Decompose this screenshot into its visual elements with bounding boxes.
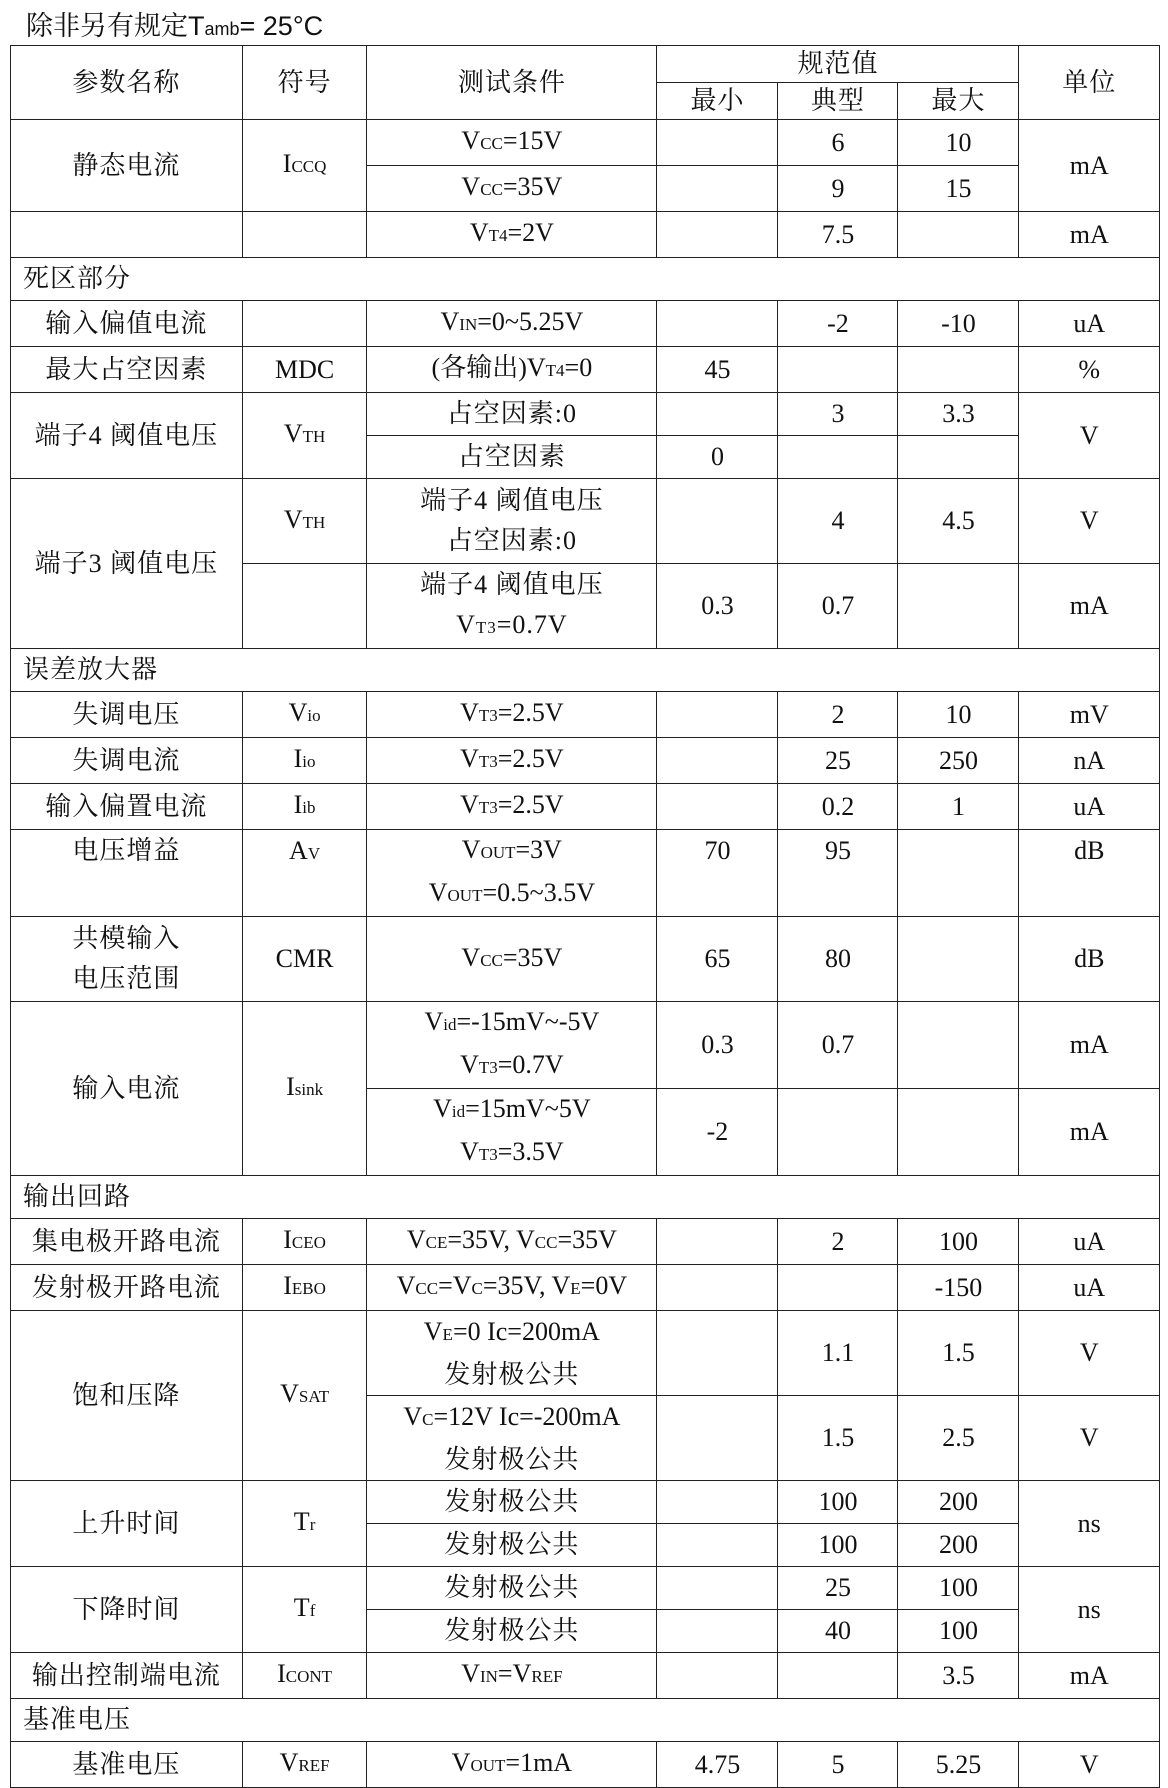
min-cell [657,738,778,784]
typ-cell: 1.1 [778,1311,898,1396]
param-cell: 端子3 阈值电压 [11,479,243,649]
min-cell [657,1396,778,1481]
typ-cell: 5 [778,1742,898,1788]
min-cell [657,1524,778,1567]
unit-cell: mA [1019,1089,1160,1176]
min-cell [657,120,778,166]
unit-cell: mA [1019,120,1160,212]
unit-cell: V [1019,1742,1160,1788]
unit-cell: uA [1019,1265,1160,1311]
section-row [11,258,1160,301]
symbol-cell: VREF [242,1742,366,1788]
max-cell: 4.5 [898,479,1019,564]
max-cell: 10 [898,120,1019,166]
symbol-cell: AV [242,830,366,917]
table-row [11,479,1160,564]
condition-cell: Vid=15mV~5V VT3=3.5V [367,1089,657,1176]
unit-cell: mA [1019,1653,1160,1699]
typ-cell: 4 [778,479,898,564]
typ-cell: 95 [778,830,898,917]
min-cell: 45 [657,347,778,393]
header-condition: 测试条件 [367,46,657,120]
min-cell: 0.3 [657,1002,778,1089]
unit-cell: ns [1019,1481,1160,1567]
max-cell: -150 [898,1265,1019,1311]
symbol-cell: Vio [242,692,366,738]
condition-cell: VOUT=1mA [367,1742,657,1788]
unit-cell: mA [1019,564,1160,649]
table-row [11,1653,1160,1699]
min-cell [657,1219,778,1265]
min-cell: 4.75 [657,1742,778,1788]
param-cell: 失调电压 [11,692,243,738]
param-cell: 下降时间 [11,1567,243,1653]
max-cell [898,1002,1019,1089]
unit-cell: uA [1019,1219,1160,1265]
min-cell: 65 [657,917,778,1002]
table-row [11,212,1160,258]
min-cell: 0 [657,436,778,479]
param-cell: 集电极开路电流 [11,1219,243,1265]
table-row [11,1742,1160,1788]
unit-cell: nA [1019,738,1160,784]
condition-cell: 发射极公共 [367,1567,657,1610]
table-row [11,784,1160,830]
unit-cell: dB [1019,830,1160,917]
min-cell [657,1567,778,1610]
max-cell: -10 [898,301,1019,347]
param-cell [11,212,243,258]
max-cell: 5.25 [898,1742,1019,1788]
condition-cell: VT3=2.5V [367,692,657,738]
header-param: 参数名称 [11,46,243,120]
max-cell [898,212,1019,258]
typ-cell: 100 [778,1481,898,1524]
min-cell [657,1610,778,1653]
header-row [11,46,1160,83]
condition-cell: VIN=0~5.25V [367,301,657,347]
typ-cell: 1.5 [778,1396,898,1481]
condition-cell: Vid=-15mV~-5V VT3=0.7V [367,1002,657,1089]
max-cell: 3.3 [898,393,1019,436]
typ-cell: 40 [778,1610,898,1653]
symbol-cell: ICCQ [242,120,366,212]
max-cell [898,917,1019,1002]
condition-cell: 发射极公共 [367,1481,657,1524]
min-cell [657,393,778,436]
typ-cell: -2 [778,301,898,347]
table-row [11,301,1160,347]
header-typ: 典型 [778,83,898,120]
min-cell: 0.3 [657,564,778,649]
table-row [11,917,1160,1002]
condition-cell: VT4=2V [367,212,657,258]
condition-cell: 端子4 阈值电压 占空因素:0 [367,479,657,564]
typ-cell: 9 [778,166,898,212]
condition-cell: VCC=VC=35V, VE=0V [367,1265,657,1311]
symbol-cell: Tf [242,1567,366,1653]
param-cell: 基准电压 [11,1742,243,1788]
condition-cell: 占空因素:0 [367,393,657,436]
symbol-cell [242,564,366,649]
param-cell: 静态电流 [11,120,243,212]
min-cell [657,1653,778,1699]
min-cell [657,1311,778,1396]
unit-cell: dB [1019,917,1160,1002]
symbol-cell: Tr [242,1481,366,1567]
table-row [11,738,1160,784]
symbol-cell: VSAT [242,1311,366,1481]
max-cell: 2.5 [898,1396,1019,1481]
unit-cell: V [1019,479,1160,564]
typ-cell: 25 [778,738,898,784]
typ-cell [778,436,898,479]
min-cell: -2 [657,1089,778,1176]
min-cell: 70 [657,830,778,917]
condition-cell: VCC=35V [367,166,657,212]
max-cell: 250 [898,738,1019,784]
max-cell [898,436,1019,479]
max-cell: 15 [898,166,1019,212]
table-row [11,1002,1160,1089]
param-cell: 电压增益 [11,830,243,917]
condition-cell: 发射极公共 [367,1610,657,1653]
section-title: 误差放大器 [11,649,1160,692]
unit-cell: uA [1019,784,1160,830]
typ-cell: 80 [778,917,898,1002]
section-title: 死区部分 [11,258,1160,301]
param-cell: 输入电流 [11,1002,243,1176]
max-cell [898,564,1019,649]
condition-cell: VCC=15V [367,120,657,166]
table-row [11,120,1160,166]
typ-cell: 0.7 [778,1002,898,1089]
unit-cell: mA [1019,1002,1160,1089]
table-row [11,1567,1160,1610]
param-cell: 输入偏置电流 [11,784,243,830]
param-cell: 发射极开路电流 [11,1265,243,1311]
header-min: 最小 [657,83,778,120]
unit-cell: V [1019,1311,1160,1396]
max-cell: 10 [898,692,1019,738]
unit-cell: V [1019,1396,1160,1481]
param-cell: 失调电流 [11,738,243,784]
table-row [11,692,1160,738]
condition-cell: 端子4 阈值电压 VT3=0.7V [367,564,657,649]
condition-cell: VIN=VREF [367,1653,657,1699]
condition-cell: VOUT=3V VOUT=0.5~3.5V [367,830,657,917]
unit-cell: mA [1019,212,1160,258]
unit-cell: ns [1019,1567,1160,1653]
min-cell [657,1481,778,1524]
condition-cell: 占空因素 [367,436,657,479]
table-row [11,830,1160,917]
param-cell: 上升时间 [11,1481,243,1567]
typ-cell [778,1089,898,1176]
min-cell [657,166,778,212]
typ-cell: 6 [778,120,898,166]
min-cell [657,692,778,738]
max-cell [898,1089,1019,1176]
min-cell [657,212,778,258]
spec-table [10,45,1160,1788]
symbol-cell: VTH [242,393,366,479]
table-row [11,1481,1160,1524]
table-row [11,393,1160,436]
param-cell: 端子4 阈值电压 [11,393,243,479]
condition-cell: VT3=2.5V [367,784,657,830]
condition-cell: VE=0 Ic=200mA 发射极公共 [367,1311,657,1396]
section-title: 输出回路 [11,1176,1160,1219]
section-row [11,1699,1160,1742]
min-cell [657,479,778,564]
condition-cell: 发射极公共 [367,1524,657,1567]
symbol-cell: MDC [242,347,366,393]
condition-cell: VCE=35V, VCC=35V [367,1219,657,1265]
symbol-cell: CMR [242,917,366,1002]
unit-cell: uA [1019,301,1160,347]
typ-cell [778,1265,898,1311]
header-max: 最大 [898,83,1019,120]
typ-cell: 2 [778,1219,898,1265]
max-cell: 1.5 [898,1311,1019,1396]
max-cell: 100 [898,1567,1019,1610]
typ-cell: 0.2 [778,784,898,830]
table-row [11,347,1160,393]
symbol-cell: Iio [242,738,366,784]
typ-cell [778,1653,898,1699]
unit-cell: V [1019,393,1160,479]
table-caption: 除非另有规定Tamb= 25°C [26,11,324,41]
section-row [11,649,1160,692]
symbol-cell [242,301,366,347]
unit-cell: % [1019,347,1160,393]
table-row [11,1265,1160,1311]
min-cell [657,1265,778,1311]
max-cell: 100 [898,1610,1019,1653]
typ-cell: 100 [778,1524,898,1567]
typ-cell: 0.7 [778,564,898,649]
table-row [11,1311,1160,1396]
param-cell: 输入偏值电流 [11,301,243,347]
symbol-cell: ICEO [242,1219,366,1265]
condition-cell: VT3=2.5V [367,738,657,784]
section-row [11,1176,1160,1219]
typ-cell: 2 [778,692,898,738]
header-spec: 规范值 [657,46,1019,83]
max-cell: 100 [898,1219,1019,1265]
table-row [11,1219,1160,1265]
symbol-cell: Isink [242,1002,366,1176]
min-cell [657,301,778,347]
unit-cell: mV [1019,692,1160,738]
param-cell: 输出控制端电流 [11,1653,243,1699]
max-cell: 3.5 [898,1653,1019,1699]
param-cell: 最大占空因素 [11,347,243,393]
max-cell [898,347,1019,393]
typ-cell: 3 [778,393,898,436]
symbol-cell: VTH [242,479,366,564]
header-symbol: 符号 [242,46,366,120]
min-cell [657,784,778,830]
param-cell: 饱和压降 [11,1311,243,1481]
symbol-cell: Iib [242,784,366,830]
max-cell: 200 [898,1481,1019,1524]
max-cell [898,830,1019,917]
header-unit: 单位 [1019,46,1160,120]
condition-cell: VCC=35V [367,917,657,1002]
symbol-cell [242,212,366,258]
condition-cell: VC=12V Ic=-200mA 发射极公共 [367,1396,657,1481]
typ-cell: 25 [778,1567,898,1610]
max-cell: 1 [898,784,1019,830]
section-title: 基准电压 [11,1699,1160,1742]
typ-cell [778,347,898,393]
symbol-cell: IEBO [242,1265,366,1311]
typ-cell: 7.5 [778,212,898,258]
condition-cell: (各输出)VT4=0 [367,347,657,393]
param-cell: 共模输入 电压范围 [11,917,243,1002]
symbol-cell: ICONT [242,1653,366,1699]
max-cell: 200 [898,1524,1019,1567]
